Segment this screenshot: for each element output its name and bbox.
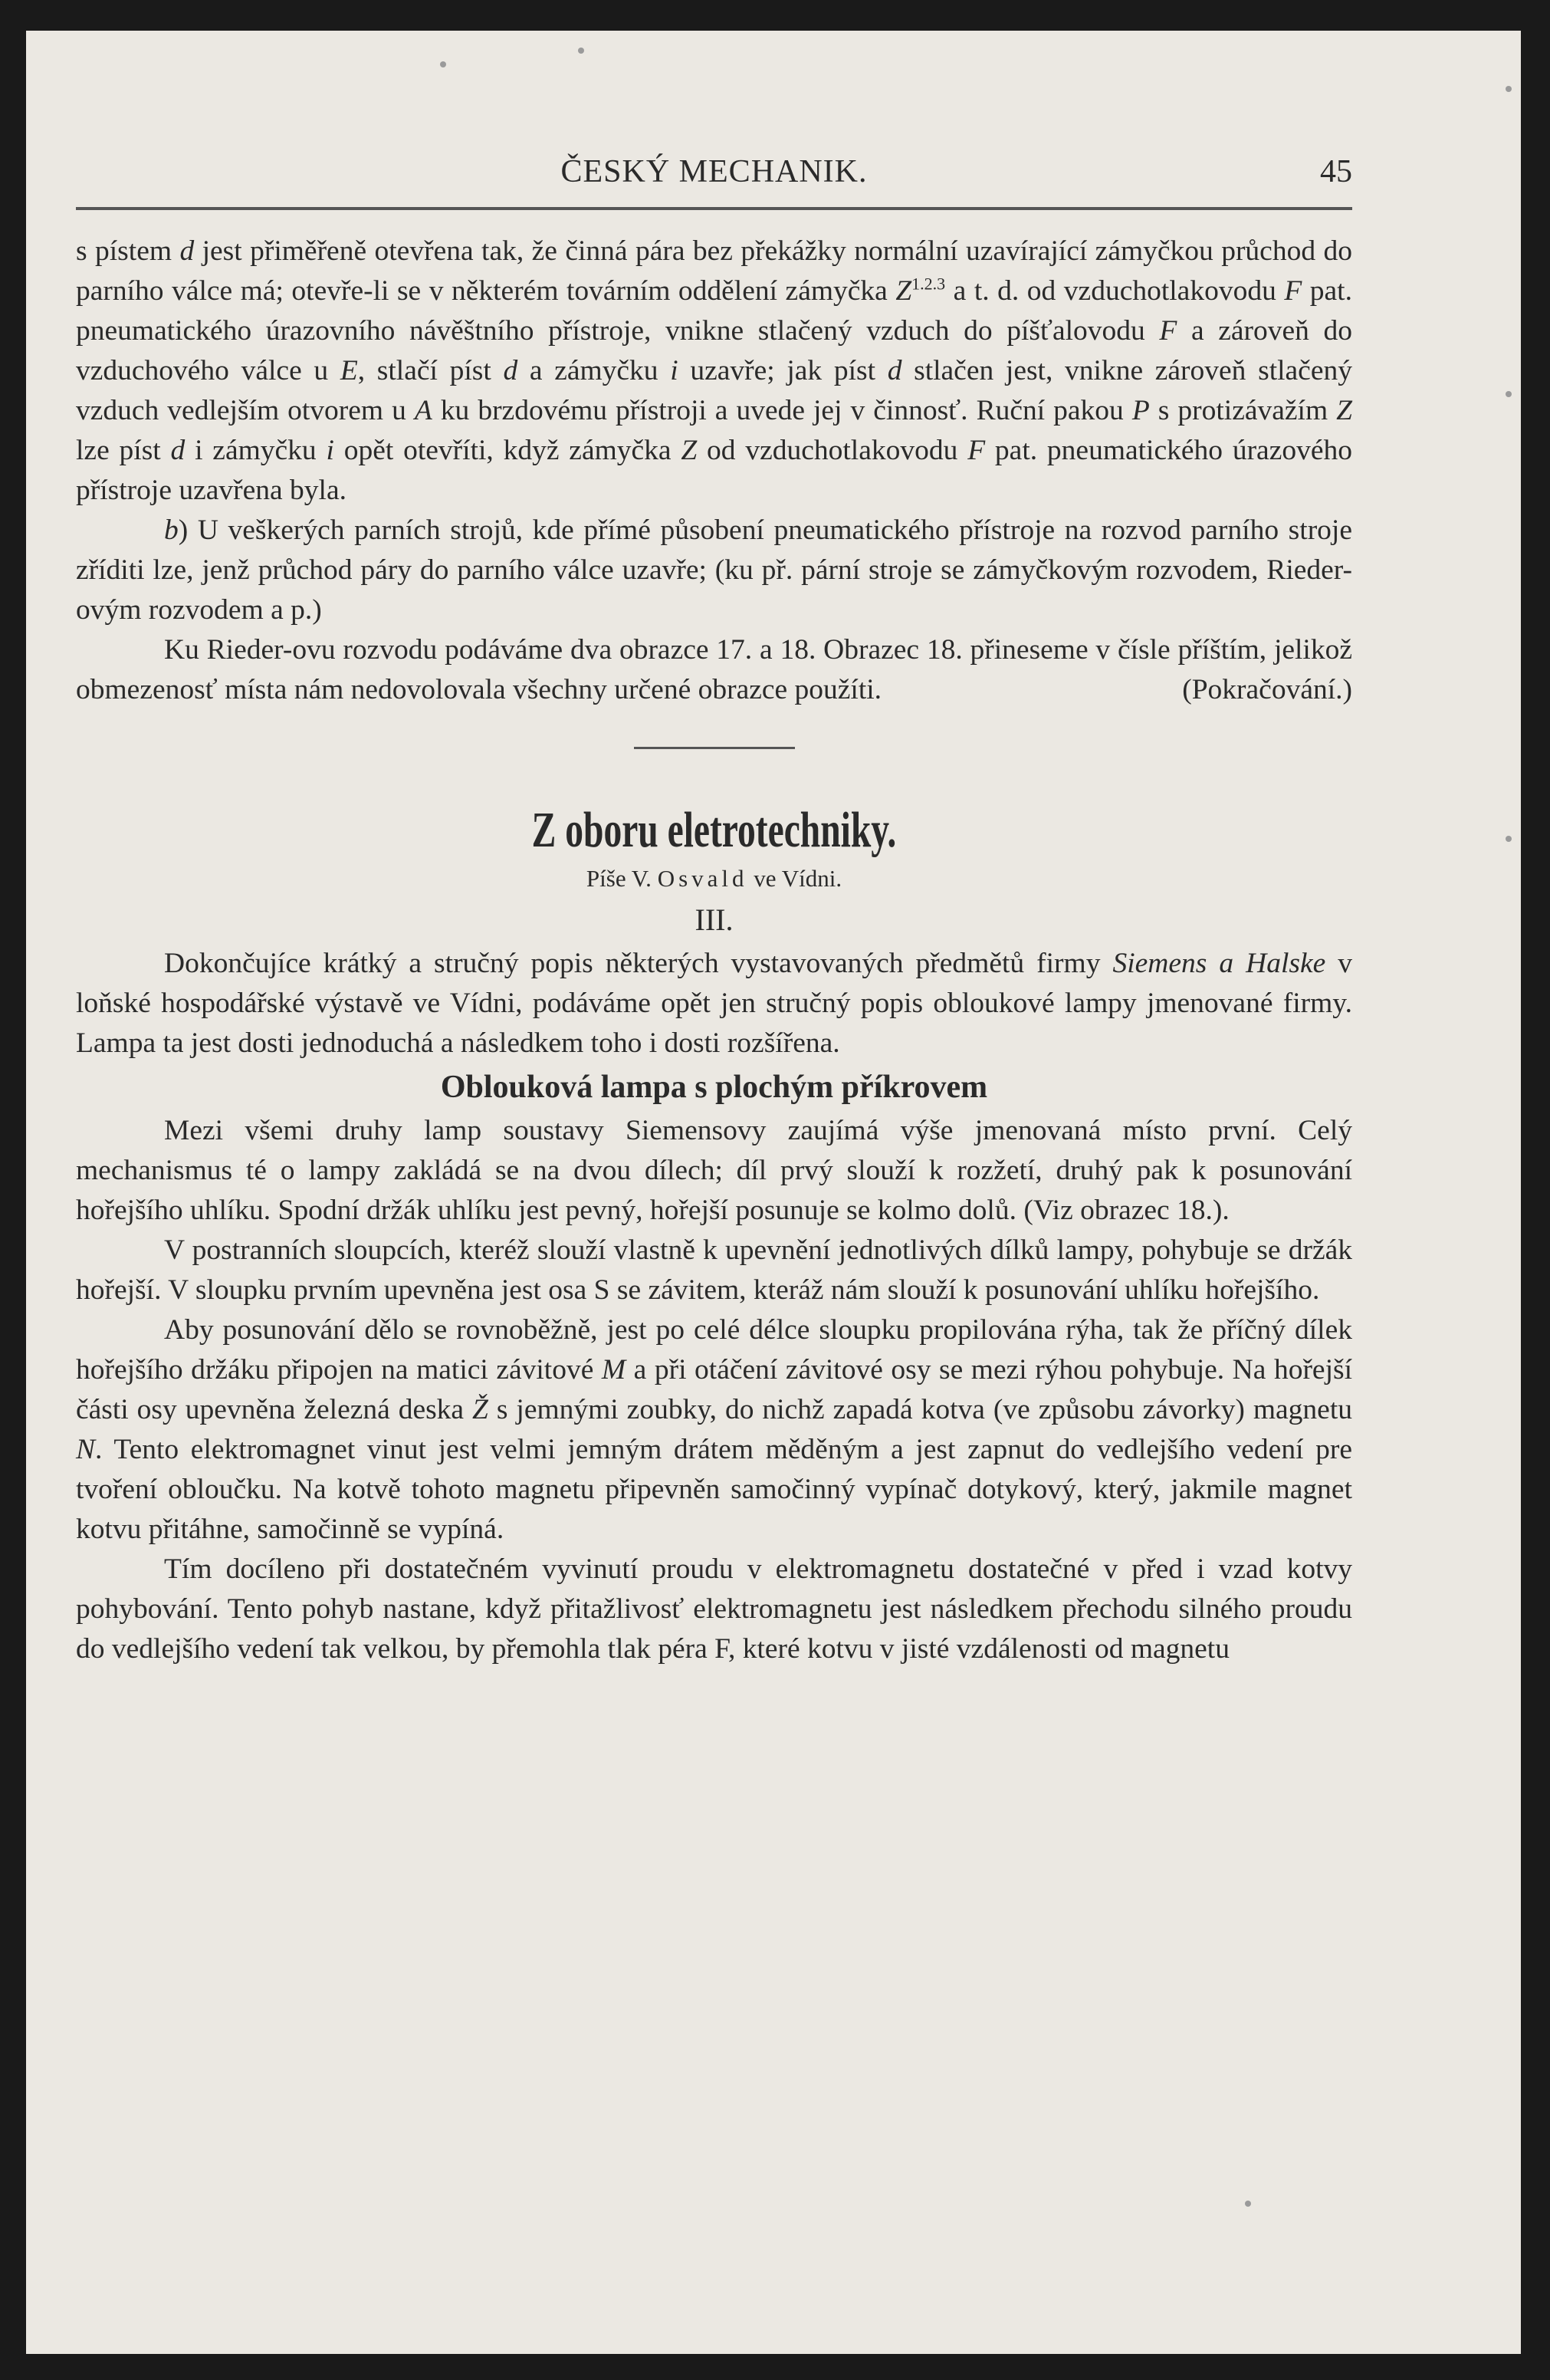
subheading: Oblouková lampa s plochým příkrovem — [440, 1070, 988, 1105]
paragraph-b: b) U veškerých parních strojů, kde přímé působení pneumatického přístroje na rozvod parního stroje zříditi lze, jenž průchod páry do parního válce uzavře; (ku př. pární stroje se zámyčkovým rozvodem, Rieder-ovým rozvodem a p.) — [76, 514, 1352, 626]
speck — [1245, 2201, 1251, 2207]
speck — [1506, 391, 1512, 397]
speck — [440, 61, 446, 67]
paragraph-figures: Ku Rieder-ovu rozvodu podáváme dva obrazce 17. a 18. Obrazec 18. přineseme v čísle příštím, jelikož obmezenosť místa nám nedovolovala všechny určené obrazce použíti. — [76, 634, 1352, 705]
scanned-page — [26, 31, 1521, 2354]
paragraph-s1: Mezi všemi druhy lamp soustavy Siemensovy zaujímá výše jmenovaná místo první. Celý mechanismus té o lampy zakládá se na dvou dílech; díl prvý slouží k rozžetí, druhý pak k posunování hořejšího uhlíku. Spodní držák uhlíku jest pevný, hořejší posunuje se kolmo dolů. (Viz obrazec 18.). — [76, 1115, 1352, 1226]
article-byline: Píše V. Osvald ve Vídni. — [586, 865, 842, 892]
article-title: Z oboru eletrotechniky. — [531, 802, 897, 858]
paragraph-continued: s pístem d jest přiměřeně otevřena tak, že činná pára bez překážky normální uzavírající zámyčkou průchod do parního válce má; otevře-li se v některém továrním oddělení zámyčka $Z^{1.2.3}$ a t. d. od vzduchotlakovodu F pat. pneumatického úrazovního návěštního přístroje, vnikne stlačený vzduch do píšťalovodu F a zároveň do vzduchového válce u E, stlačí píst d a zámyčku i uzavře; jak píst d stlačen jest, vnikne zároveň stlačený vzduch vedlejším otvorem u A ku brzdovému přístroji a uvede jej v činnosť. Ruční pakou P s protizávažím Z lze píst d i zámyčku i opět otevříti, když zámyčka Z od vzduchotlakovodu F pat. pneumatického úrazového přístroje uzavřena byla. — [76, 235, 1352, 506]
running-header — [76, 146, 1352, 210]
continuation-note: (Pokračování.) — [1182, 674, 1352, 705]
speck — [1506, 86, 1512, 92]
paragraph-s4: Tím docíleno při dostatečném vyvinutí proudu v elektromagnetu dostatečné v před i vzad kotvy pohybování. Tento pohyb nastane, když přitažlivosť elektromagnetu jest následkem přechodu silného proudu do vedlejšího vedení tak velkou, by přemohla tlak péra F, které kotvu v jisté vzdálenosti od magnetu — [76, 1553, 1352, 1665]
paragraph-s2: V postranních sloupcích, kteréž slouží vlastně k upevnění jednotlivých dílků lampy, pohybuje se držák hořejší. V sloupku prvním upevněna jest osa S se závitem, kteráž nám slouží k posunování uhlíku hořejšího. — [76, 1234, 1352, 1306]
speck — [578, 48, 584, 54]
article-intro: Dokončujíce krátký a stručný popis některých vystavovaných předmětů firmy Siemens a Halske v loňské hospodářské výstavě ve Vídni, podáváme opět jen stručný popis obloukové lampy jmenované firmy. Lampa ta jest dosti jednoduchá a následkem toho i dosti rozšířena. — [76, 948, 1353, 1059]
speck — [1506, 836, 1512, 842]
page-number: 45 — [1320, 154, 1352, 189]
part-number: III. — [695, 902, 734, 937]
section-divider — [634, 747, 795, 749]
paragraph-s3: Aby posunování dělo se rovnoběžně, jest po celé délce sloupku propilována rýha, tak že příčný dílek hořejšího držáku připojen na matici závitové M a při otáčení závitové osy se mezi rýhou pohybuje. Na hořejší části osy upevněna železná deska Ž s jemnými zoubky, do nichž zapadá kotva (ve způsobu závorky) magnetu N. Tento elektromagnet vinut jest velmi jemným drátem měděným a jest zapnut do vedlejšího vedení pre tvoření obloučku. Na kotvě tohoto magnetu připevněn samočinný vypínač dotykový, který, jakmile magnet kotvu přitáhne, samočinně se vypíná. — [76, 1314, 1353, 1545]
page-body — [76, 232, 1352, 1669]
journal-title: ČESKÝ MECHANIK. — [560, 154, 868, 189]
